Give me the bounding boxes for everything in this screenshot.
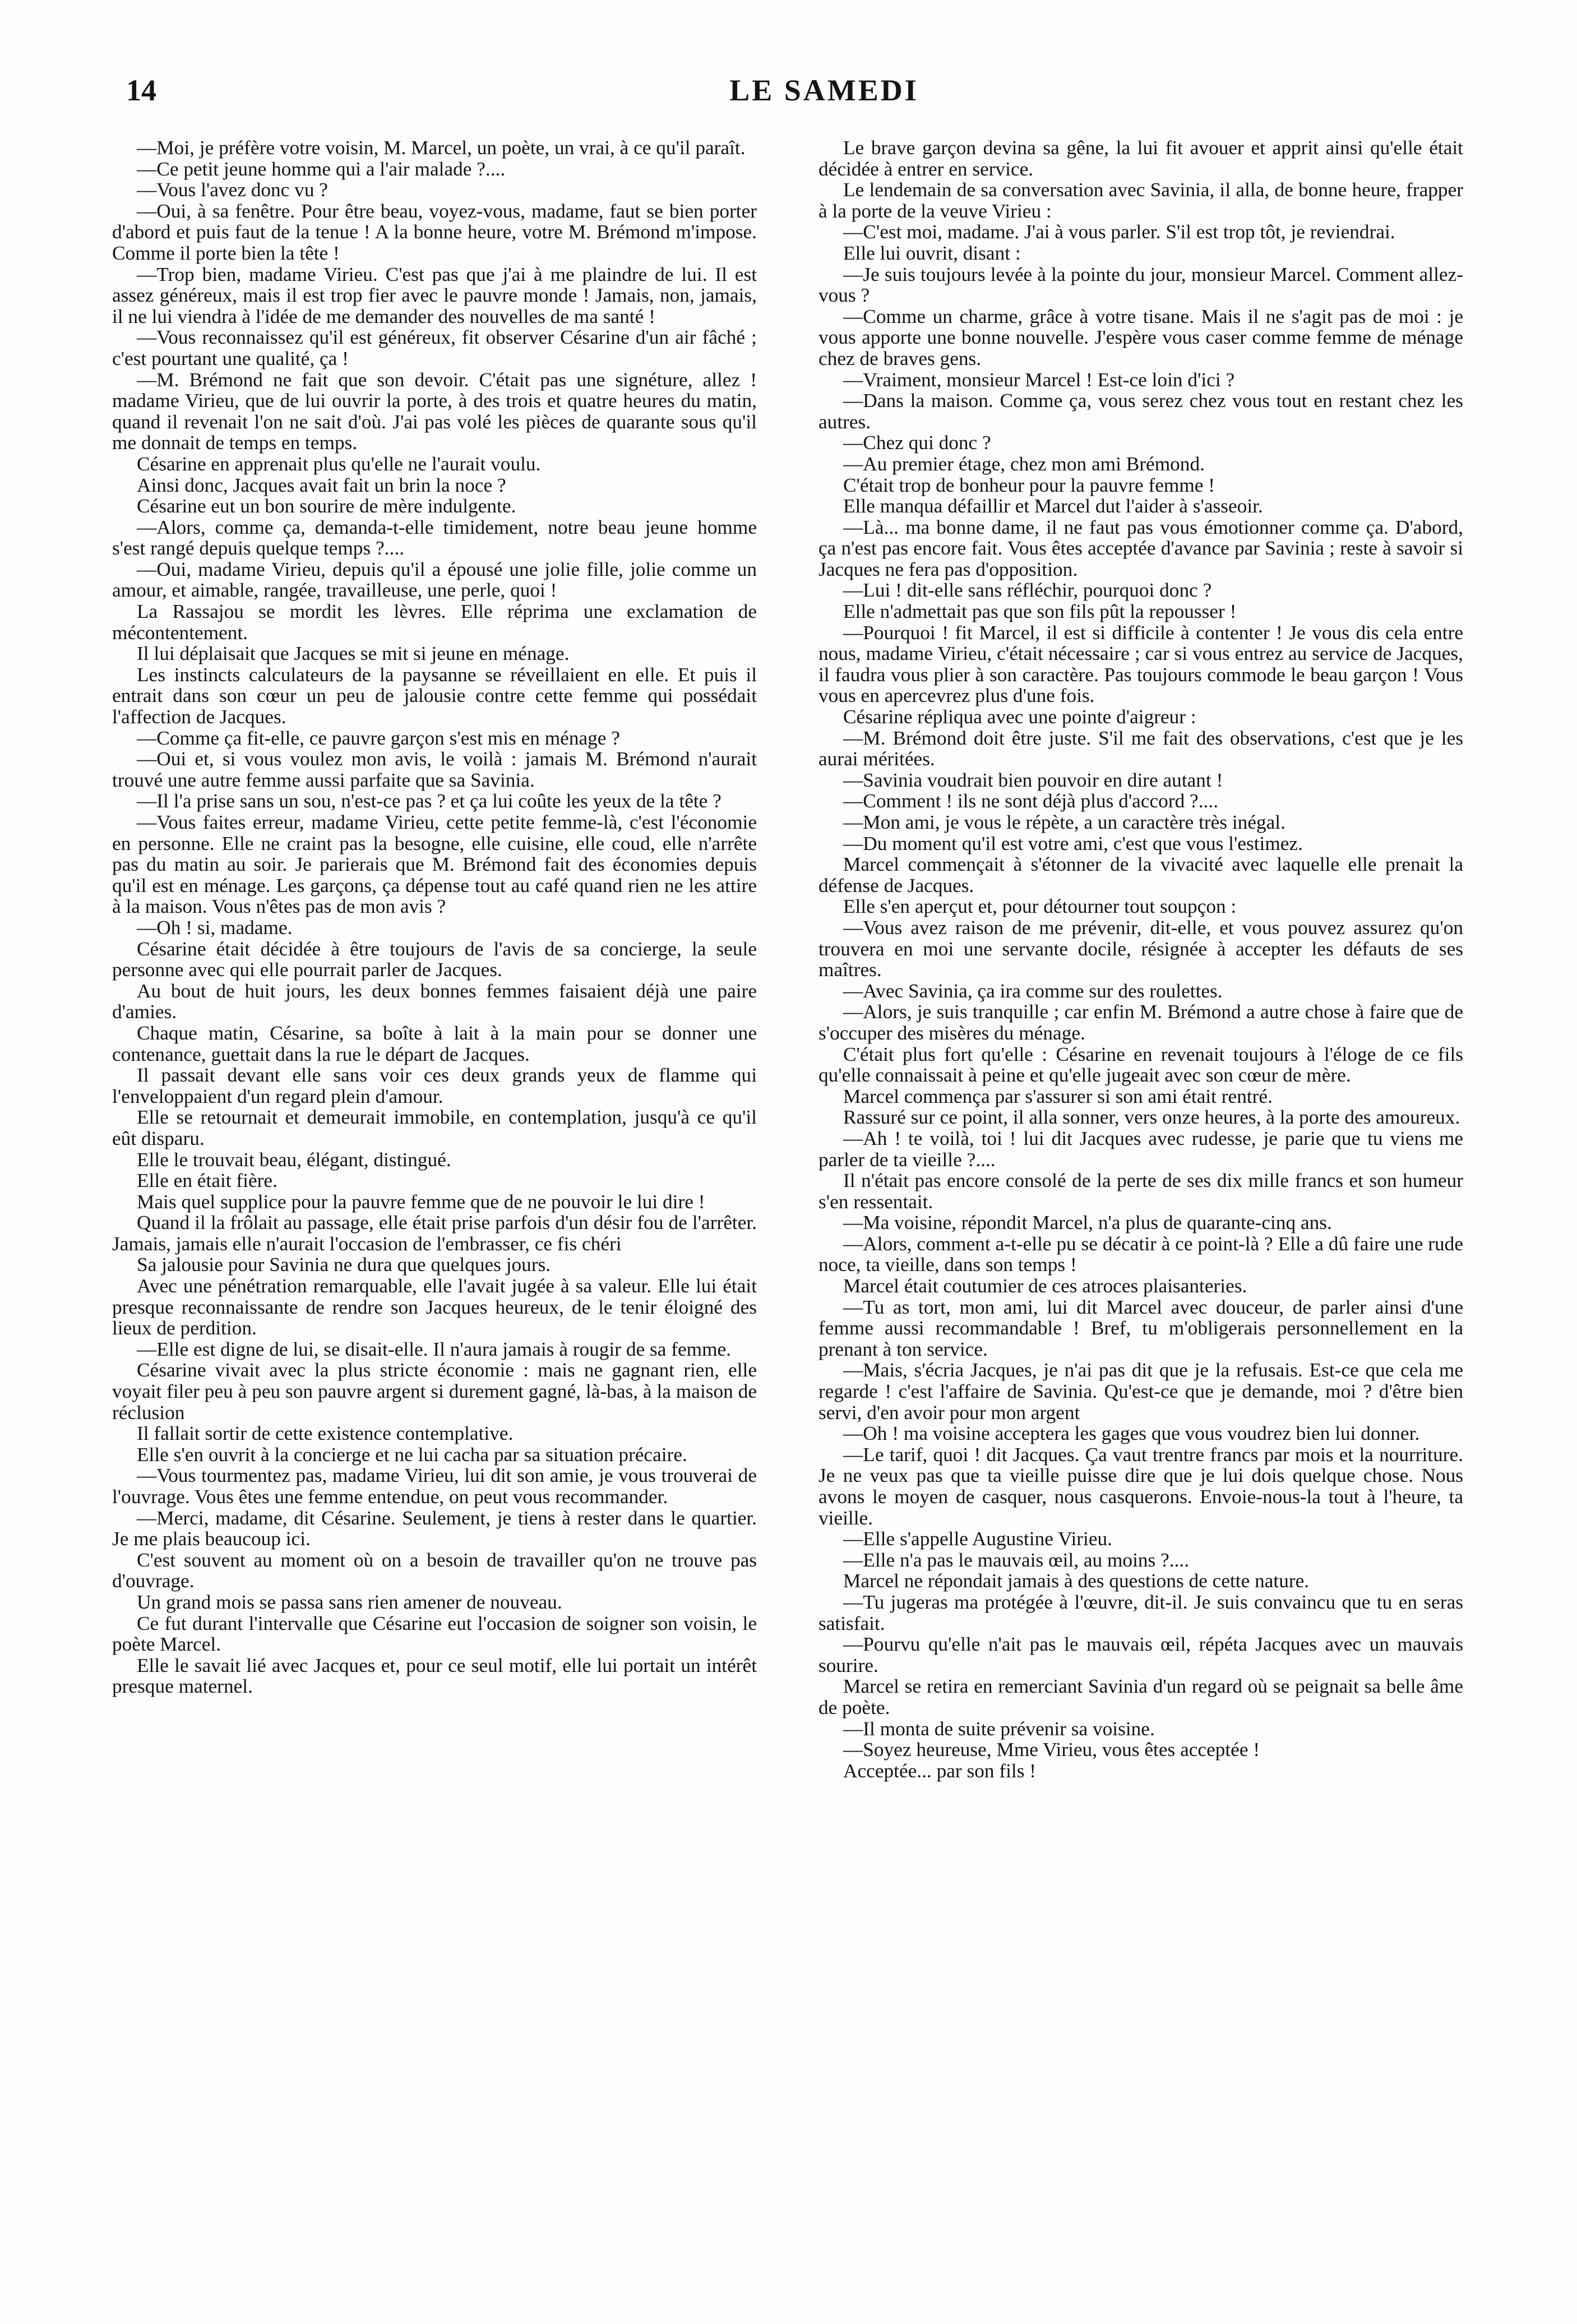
paragraph: Elle s'en ouvrit à la concierge et ne lui cacha par sa situation précaire. [137,1443,687,1466]
paragraph: —Je suis toujours levée à la pointe du jour, monsieur Marcel. Comment allez-vous ? [818,263,1463,307]
paragraph: Les instincts calculateurs de la paysanne se réveillaient en elle. Et puis il entrait dans son cœur un peu de jalousie contre cette femme qui possédait l'affection de Jacques. [112,663,757,728]
paragraph: —Vous tourmentez pas, madame Virieu, lui dit son amie, je vous trouverai de l'ouvrage. Vous êtes une femme entendue, on peut vous recommander. [112,1464,757,1508]
paragraph: Avec une pénétration remarquable, elle l'avait jugée à sa valeur. Elle lui était presque reconnaissante de rendre son Jacques heureux, de le tenir éloigné des lieux de perdition. [112,1275,757,1339]
page-header [0,0,1577,146]
paragraph: —Pourvu qu'elle n'ait pas le mauvais œil, répéta Jacques avec un mauvais sourire. [818,1633,1463,1676]
paragraph: Elle n'admettait pas que son fils pût la repousser ! [843,600,1237,623]
paragraph: —Savinia voudrait bien pouvoir en dire autant ! [843,769,1223,791]
paragraph: —Oui et, si vous voulez mon avis, le voilà : jamais M. Brémond n'aurait trouvé une autre femme aussi parfaite que sa Savinia. [112,748,757,791]
paragraph: Il lui déplaisait que Jacques se mit si jeune en ménage. [137,643,570,665]
paragraph: —Tu as tort, mon ami, lui dit Marcel avec douceur, de parler ainsi d'une femme aussi recommandable ! Bref, tu m'obligerais personnellement en la prenant à ton service. [818,1296,1463,1360]
paragraph: —Tu jugeras ma protégée à l'œuvre, dit-il. Je suis convaincu que tu en seras satisfait. [818,1591,1463,1634]
paragraph: —M. Brémond ne fait que son devoir. C'était pas une signéture, allez ! madame Virieu, que de lui ouvrir la porte, à des trois et quatre heures du matin, quand il revenait l'on ne sait d'où. J'ai pas volé les pièces de quarante sous qu'il me donnait de temps en temps. [112,368,757,454]
paragraph: —Alors, je suis tranquille ; car enfin M. Brémond a autre chose à faire que de s'occuper des misères du ménage. [818,1001,1463,1044]
paragraph: —Vous l'avez donc vu ? [137,179,328,201]
paragraph: Marcel se retira en remerciant Savinia d'un regard où se peignait sa belle âme de poète. [818,1675,1463,1718]
paragraph: —Oh ! ma voisine acceptera les gages que vous voudrez bien lui donner. [843,1422,1420,1445]
paragraph: —Elle est digne de lui, se disait-elle. Il n'aura jamais à rougir de sa femme. [137,1338,732,1360]
paragraph: Le brave garçon devina sa gêne, la lui fit avouer et apprit ainsi qu'elle était décidée à entrer en service. [818,137,1463,180]
paragraph: Ce fut durant l'intervalle que Césarine eut l'occasion de soigner son voisin, le poète Marcel. [112,1612,757,1656]
paragraph: C'était plus fort qu'elle : Césarine en revenait toujours à l'éloge de ce fils qu'elle connaissait à peine et qu'elle jugeait avec son cœur de mère. [818,1043,1463,1087]
paragraph: —Alors, comme ça, demanda-t-elle timidement, notre beau jeune homme s'est rangé depuis quelque temps ?.... [112,516,757,560]
paragraph: Marcel ne répondait jamais à des questions de cette nature. [843,1570,1310,1592]
page-number: 14 [126,73,156,107]
paragraph: Elle le trouvait beau, élégant, distingué. [137,1148,451,1171]
paragraph: —Elle n'a pas le mauvais œil, au moins ?.... [843,1549,1190,1571]
paragraph: Elle en était fière. [137,1170,278,1192]
paragraph: —Le tarif, quoi ! dit Jacques. Ça vaut trentre francs par mois et la nourriture. Je ne veux pas que ta vieille puisse dire que je lui dois quelque chose. Nous avons le moyen de casquer, nous casquerons. Envoie-nous-la tout à l'heure, ta vieille. [818,1443,1463,1529]
paragraph: —Elle s'appelle Augustine Virieu. [843,1528,1113,1550]
paragraph: —Ce petit jeune homme qui a l'air malade ?.... [137,158,506,180]
paragraph: Elle s'en aperçut et, pour détourner tout soupçon : [843,895,1237,918]
paragraph: C'est souvent au moment où on a besoin de travailler qu'on ne trouve pas d'ouvrage. [112,1549,757,1592]
paragraph: —Oui, madame Virieu, depuis qu'il a épousé une jolie fille, jolie comme un amour, et aimable, rangée, travailleuse, une perle, quoi ! [112,558,757,602]
paragraph: Césarine était décidée à être toujours de l'avis de sa concierge, la seule personne avec qui elle pourrait parler de Jacques. [112,937,757,981]
paragraph: C'était trop de bonheur pour la pauvre femme ! [843,474,1215,496]
paragraph: —M. Brémond doit être juste. S'il me fait des observations, c'est que je les aurai méritées. [818,727,1463,770]
paragraph: Sa jalousie pour Savinia ne dura que quelques jours. [137,1254,551,1276]
paragraph: Marcel était coutumier de ces atroces plaisanteries. [843,1275,1247,1297]
paragraph: Il fallait sortir de cette existence contemplative. [137,1422,514,1445]
paragraph: Il passait devant elle sans voir ces deux grands yeux de flamme qui l'enveloppaient d'un regard plein d'amour. [112,1064,757,1107]
paragraph: —Trop bien, madame Virieu. C'est pas que j'ai à me plaindre de lui. Il est assez généreux, mais il est trop fier avec le pauvre monde ! Jamais, non, jamais, il ne lui viendra à l'idée de me demander des nouvelles de ma santé ! [112,263,757,327]
paragraph: —Là... ma bonne dame, il ne faut pas vous émotionner comme ça. D'abord, ça n'est pas encore fait. Vous êtes acceptée d'avance par Savinia ; reste à savoir si Jacques ne fera pas d'opposition. [818,516,1463,580]
paragraph: Au bout de huit jours, les deux bonnes femmes faisaient déjà une paire d'amies. [112,980,757,1023]
paragraph: —Merci, madame, dit Césarine. Seulement, je tiens à rester dans le quartier. Je me plais beaucoup ici. [112,1507,757,1550]
paragraph: Il n'était pas encore consolé de la perte de ses dix mille francs et son humeur s'en ressentait. [818,1170,1463,1213]
paragraph: Un grand mois se passa sans rien amener de nouveau. [137,1591,562,1613]
paragraph: —Dans la maison. Comme ça, vous serez chez vous tout en restant chez les autres. [818,390,1463,433]
paragraph: Elle le savait lié avec Jacques et, pour ce seul motif, elle lui portait un intérêt presque maternel. [112,1654,757,1698]
paragraph: Ainsi donc, Jacques avait fait un brin la noce ? [137,474,506,496]
paragraph: Elle lui ouvrit, disant : [843,242,1021,264]
paragraph: —Il monta de suite prévenir sa voisine. [843,1717,1155,1740]
paragraph: —Moi, je préfère votre voisin, M. Marcel, un poète, un vrai, à ce qu'il paraît. [137,137,746,159]
text-column-right [818,137,1463,1781]
paragraph: —Avec Savinia, ça ira comme sur des roulettes. [843,980,1223,1002]
paragraph: —Pourquoi ! fit Marcel, il est si difficile à contenter ! Je vous dis cela entre nous, madame Virieu, c'était nécessaire ; car si vous entrez au service de Jacques, il faudra vous plier à son caractère. Pas toujours commode le beau garçon ! Vous vous en apercevrez plus d'une fois. [818,621,1463,707]
paragraph: Marcel commença par s'assurer si son ami était rentré. [843,1085,1273,1107]
paragraph: —Comme un charme, grâce à votre tisane. Mais il ne s'agit pas de moi : je vous apporte une bonne nouvelle. J'espère vous caser comme femme de ménage chez de braves gens. [818,305,1463,369]
paragraph: Césarine en apprenait plus qu'elle ne l'aurait voulu. [137,452,541,475]
paragraph: —Comme ça fit-elle, ce pauvre garçon s'est mis en ménage ? [137,727,620,749]
paragraph: —Vous faites erreur, madame Virieu, cette petite femme-là, c'est l'économie en personne. Elle ne craint pas la besogne, elle cuisine, elle coud, elle n'arrête pas du matin au soir. Je parierais que M. Brémond fait des économies depuis qu'il est en ménage. Les garçons, ça dépense tout au café quand rien ne les attire à la maison. Vous n'êtes pas de mon avis ? [112,811,757,918]
paragraph: —Comment ! ils ne sont déjà plus d'accord ?.... [843,790,1219,812]
paragraph: —Ah ! te voilà, toi ! lui dit Jacques avec rudesse, je parie que tu viens me parler de ta vieille ?.... [818,1127,1463,1171]
paragraph: —Soyez heureuse, Mme Virieu, vous êtes acceptée ! [843,1739,1260,1761]
paragraph: —Mais, s'écria Jacques, je n'ai pas dit que je la refusais. Est-ce que cela me regarde ! c'est l'affaire de Savinia. Qu'est-ce que je demande, moi ? d'être bien servi, d'en avoir pour mon argent [818,1359,1463,1424]
paragraph: —Il l'a prise sans un sou, n'est-ce pas ? et ça lui coûte les yeux de la tête ? [137,790,722,812]
paragraph: Quand il la frôlait au passage, elle était prise parfois d'un désir fou de l'arrêter. Jamais, jamais elle n'aurait l'occasion de l'embrasser, ce fis chéri [112,1212,757,1255]
paragraph: La Rassajou se mordit les lèvres. Elle réprima une exclamation de mécontentement. [112,600,757,644]
paragraph: Césarine vivait avec la plus stricte économie : mais ne gagnant rien, elle voyait filer peu à peu son pauvre argent si durement gagné, là-bas, à la maison de réclusion [112,1359,757,1424]
paragraph: —Lui ! dit-elle sans réfléchir, pourquoi donc ? [843,579,1212,602]
paragraph: Le lendemain de sa conversation avec Savinia, il alla, de bonne heure, frapper à la porte de la veuve Virieu : [818,179,1463,222]
paragraph: —Oui, à sa fenêtre. Pour être beau, voyez-vous, madame, faut se bien porter d'abord et puis faut de la tenue ! A la bonne heure, votre M. Brémond m'impose. Comme il porte bien la tête ! [112,200,757,264]
paragraph: —Vraiment, monsieur Marcel ! Est-ce loin d'ici ? [843,368,1235,391]
paragraph: Césarine répliqua avec une pointe d'aigreur : [843,706,1196,728]
paragraph: —Au premier étage, chez mon ami Brémond. [843,452,1205,475]
paragraph: —Oh ! si, madame. [137,916,293,939]
paragraph: —Ma voisine, répondit Marcel, n'a plus de quarante-cinq ans. [843,1212,1332,1234]
paragraph: Chaque matin, Césarine, sa boîte à lait à la main pour se donner une contenance, guettait dans la rue le départ de Jacques. [112,1022,757,1065]
paragraph: Elle se retournait et demeurait immobile, en contemplation, jusqu'à ce qu'il eût disparu. [112,1106,757,1149]
paragraph: Acceptée... par son fils ! [843,1759,1037,1782]
paragraph: —C'est moi, madame. J'ai à vous parler. S'il est trop tôt, je reviendrai. [843,221,1395,243]
paragraph: —Chez qui donc ? [843,432,991,454]
paragraph: —Vous reconnaissez qu'il est généreux, fit observer Césarine d'un air fâché ; c'est pourtant une qualité, ça ! [112,326,757,369]
paragraph: —Du moment qu'il est votre ami, c'est que vous l'estimez. [843,832,1303,854]
paragraph: Elle manqua défaillir et Marcel dut l'aider à s'asseoir. [843,495,1263,518]
paragraph: Césarine eut un bon sourire de mère indulgente. [137,495,516,518]
paragraph: —Alors, comment a-t-elle pu se décatir à ce point-là ? Elle a dû faire une rude noce, ta vieille, dans son temps ! [818,1232,1463,1276]
paragraph: —Mon ami, je vous le répète, a un caractère très inégal. [843,811,1285,833]
paragraph: Marcel commençait à s'étonner de la vivacité avec laquelle elle prenait la défense de Jacques. [818,853,1463,897]
paragraph: Mais quel supplice pour la pauvre femme que de ne pouvoir le lui dire ! [137,1190,705,1213]
paragraph: —Vous avez raison de me prévenir, dit-elle, et vous pouvez assurez qu'on trouvera en moi une servante docile, résignée à accepter les défauts de ses maîtres. [818,916,1463,981]
paragraph: Rassuré sur ce point, il alla sonner, vers onze heures, à la porte des amoureux. [843,1106,1460,1129]
text-column-left [112,137,757,1697]
running-title: LE SAMEDI [729,73,919,107]
